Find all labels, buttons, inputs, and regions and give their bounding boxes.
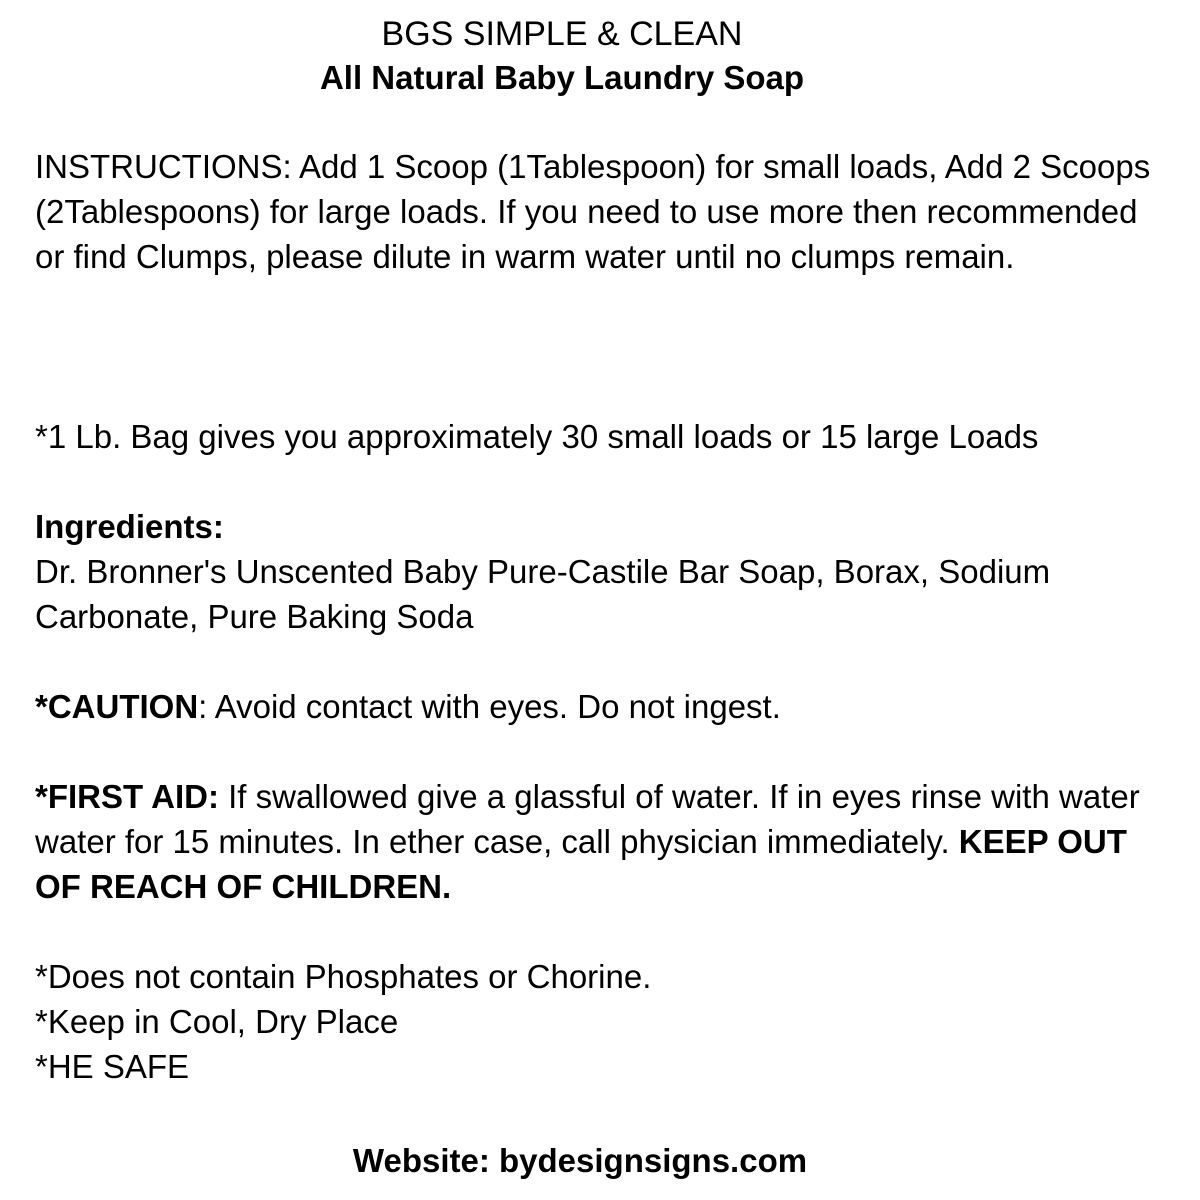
loads-note: *1 Lb. Bag gives you approximately 30 small loads or 15 large Loads (35, 418, 1039, 455)
product-title: All Natural Baby Laundry Soap (319, 59, 805, 96)
first-aid-label: *FIRST AID: (35, 778, 219, 815)
note-he-safe: *HE SAFE (35, 1048, 190, 1085)
instructions-paragraph: INSTRUCTIONS: Add 1 Scoop (1Tablespoon) for small loads, Add 2 Scoops (2Tablespoons) for large loads. If you need to use more then recommended or find Clumps, please dilute in warm water until no clumps remain. (35, 148, 1151, 275)
note-storage: *Keep in Cool, Dry Place (35, 1003, 399, 1040)
website-footer: Website: bydesignsigns.com (352, 1142, 808, 1179)
caution-text: : Avoid contact with eyes. Do not ingest. (198, 688, 781, 725)
caution-paragraph (35, 684, 1175, 729)
caution-label: *CAUTION (35, 688, 199, 725)
note-phosphates: *Does not contain Phosphates or Chorine. (35, 958, 652, 995)
keep-out-of-reach-warning: KEEP OUT OF REACH OF CHILDREN. (35, 823, 1127, 905)
ingredients-list: Dr. Bronner's Unscented Baby Pure-Castile Bar Soap, Borax, Sodium Carbonate, Pure Baking Soda (35, 553, 1051, 635)
first-aid-text: If swallowed give a glassful of water. If in eyes rinse with water water for 15 minutes. In ether case, call physician immediately. (35, 778, 1140, 860)
first-aid-paragraph (35, 774, 1175, 909)
notes-list (35, 954, 1175, 1089)
ingredients-heading: Ingredients: (35, 508, 224, 545)
brand-name: BGS SIMPLE & CLEAN (381, 15, 743, 53)
